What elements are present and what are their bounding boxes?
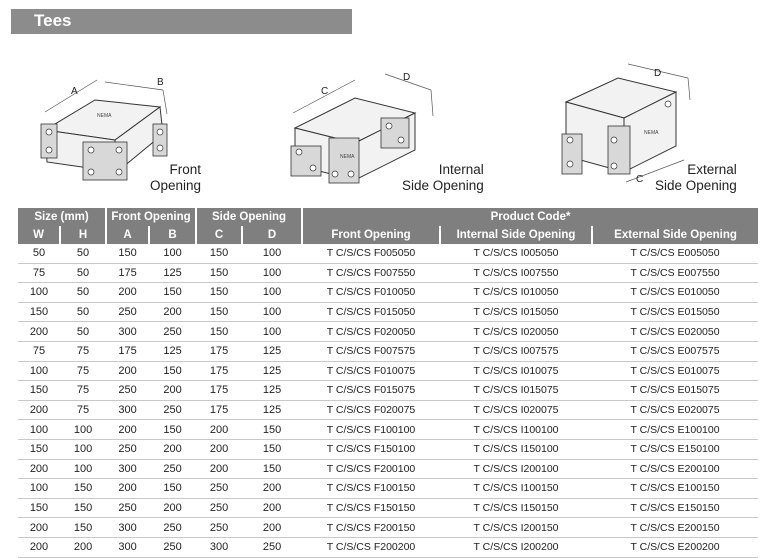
table-cell: 100	[18, 479, 60, 499]
table-cell: T C/S/CS I010050	[440, 283, 592, 303]
table-cell: 75	[60, 341, 106, 361]
table-cell: 300	[106, 322, 149, 342]
table-cell: 50	[60, 283, 106, 303]
table-cell: 150	[149, 420, 196, 440]
table-row	[18, 244, 758, 263]
caption-internal-side-opening: Internal Side Opening	[402, 162, 484, 193]
table-cell: 50	[60, 322, 106, 342]
table-cell: 300	[196, 537, 242, 557]
col-header-external-side-opening: External Side Opening	[592, 226, 758, 244]
table-cell: T C/S/CS F100100	[302, 420, 440, 440]
table-cell: 300	[106, 400, 149, 420]
table-row	[18, 439, 758, 459]
table-cell: 150	[196, 244, 242, 263]
table-cell: T C/S/CS F015075	[302, 381, 440, 401]
table-cell: 200	[196, 420, 242, 440]
group-header-product-code: Product Code*	[302, 208, 758, 226]
dim-label-d: D	[403, 72, 411, 83]
table-cell: 250	[149, 322, 196, 342]
table-cell: 200	[149, 498, 196, 518]
table-cell: 200	[18, 400, 60, 420]
table-cell: 250	[196, 518, 242, 538]
table-cell: 150	[106, 244, 149, 263]
table-cell: 200	[242, 518, 302, 538]
table-cell: 150	[18, 381, 60, 401]
section-title-bar	[11, 9, 352, 34]
table-cell: 150	[196, 263, 242, 283]
table-cell: 100	[60, 439, 106, 459]
nema-logo: NEMA	[340, 154, 355, 160]
table-cell: 100	[149, 244, 196, 263]
table-cell: 300	[106, 518, 149, 538]
dim-label-a: A	[71, 86, 78, 97]
table-cell: 200	[242, 498, 302, 518]
group-header-side-opening: Side Opening	[196, 208, 302, 226]
table-row	[18, 518, 758, 538]
table-cell: T C/S/CS I015050	[440, 302, 592, 322]
table-cell: T C/S/CS I005050	[440, 244, 592, 263]
table-cell: 250	[106, 381, 149, 401]
table-cell: T C/S/CS F015050	[302, 302, 440, 322]
table-row	[18, 498, 758, 518]
table-cell: 150	[196, 302, 242, 322]
table-cell: 50	[18, 244, 60, 263]
table-cell: T C/S/CS F150100	[302, 439, 440, 459]
col-header-b: B	[149, 226, 196, 244]
table-cell: T C/S/CS I100150	[440, 479, 592, 499]
table-cell: 100	[242, 263, 302, 283]
table-cell: T C/S/CS E007575	[592, 341, 758, 361]
table-cell: 200	[196, 439, 242, 459]
table-row	[18, 361, 758, 381]
table-row	[18, 302, 758, 322]
table-cell: 250	[149, 537, 196, 557]
table-cell: 200	[18, 537, 60, 557]
table-cell: T C/S/CS E200150	[592, 518, 758, 538]
table-cell: 250	[149, 400, 196, 420]
table-cell: 100	[242, 244, 302, 263]
table-cell: 100	[60, 420, 106, 440]
table-cell: T C/S/CS E010050	[592, 283, 758, 303]
table-cell: 125	[242, 400, 302, 420]
table-cell: 150	[196, 322, 242, 342]
table-cell: 300	[106, 459, 149, 479]
table-cell: T C/S/CS F010050	[302, 283, 440, 303]
table-cell: 150	[149, 479, 196, 499]
caption-front-opening: Front Opening	[150, 162, 202, 193]
table-row	[18, 263, 758, 283]
table-cell: T C/S/CS I020075	[440, 400, 592, 420]
table-cell: T C/S/CS F200200	[302, 537, 440, 557]
table-cell: T C/S/CS E100100	[592, 420, 758, 440]
table-cell: 200	[60, 537, 106, 557]
caption-external-side-opening: External Side Opening	[655, 162, 737, 193]
table-cell: 200	[149, 302, 196, 322]
table-cell: T C/S/CS F200150	[302, 518, 440, 538]
table-cell: 150	[242, 459, 302, 479]
table-cell: 100	[242, 302, 302, 322]
section-title: Tees	[34, 11, 72, 30]
table-cell: 50	[60, 244, 106, 263]
table-cell: 150	[60, 518, 106, 538]
table-cell: T C/S/CS I200150	[440, 518, 592, 538]
table-cell: T C/S/CS F200100	[302, 459, 440, 479]
table-cell: T C/S/CS E010075	[592, 361, 758, 381]
table-cell: 250	[106, 498, 149, 518]
table-cell: T C/S/CS E020050	[592, 322, 758, 342]
table-cell: 150	[60, 498, 106, 518]
table-cell: T C/S/CS E015075	[592, 381, 758, 401]
table-cell: T C/S/CS F010075	[302, 361, 440, 381]
tees-spec-table	[18, 208, 758, 558]
table-cell: T C/S/CS I200200	[440, 537, 592, 557]
table-cell: 75	[60, 381, 106, 401]
table-cell: 75	[60, 361, 106, 381]
table-cell: 175	[106, 341, 149, 361]
table-cell: T C/S/CS F005050	[302, 244, 440, 263]
table-cell: 50	[60, 263, 106, 283]
table-cell: 150	[196, 283, 242, 303]
table-row	[18, 381, 758, 401]
table-cell: 250	[149, 459, 196, 479]
table-cell: 150	[18, 439, 60, 459]
table-cell: T C/S/CS I015075	[440, 381, 592, 401]
table-cell: T C/S/CS I200100	[440, 459, 592, 479]
table-cell: T C/S/CS F020050	[302, 322, 440, 342]
table-cell: 150	[242, 439, 302, 459]
nema-logo: NEMA	[97, 113, 112, 119]
table-row	[18, 283, 758, 303]
col-header-c: C	[196, 226, 242, 244]
table-cell: T C/S/CS E007550	[592, 263, 758, 283]
table-cell: T C/S/CS F007550	[302, 263, 440, 283]
table-cell: 75	[18, 341, 60, 361]
table-cell: 200	[242, 479, 302, 499]
table-cell: 150	[18, 498, 60, 518]
table-cell: T C/S/CS I007575	[440, 341, 592, 361]
nema-logo: NEMA	[644, 130, 659, 136]
table-cell: 200	[149, 439, 196, 459]
table-row	[18, 341, 758, 361]
table-cell: T C/S/CS E005050	[592, 244, 758, 263]
table-cell: 175	[106, 263, 149, 283]
table-cell: 175	[196, 361, 242, 381]
col-header-h: H	[60, 226, 106, 244]
table-cell: 175	[196, 381, 242, 401]
table-cell: 150	[18, 302, 60, 322]
table-cell: 200	[106, 420, 149, 440]
table-cell: T C/S/CS I100100	[440, 420, 592, 440]
table-cell: 100	[242, 283, 302, 303]
table-cell: 125	[149, 341, 196, 361]
table-cell: 250	[196, 479, 242, 499]
table-cell: 200	[149, 381, 196, 401]
table-cell: 150	[242, 420, 302, 440]
table-cell: 150	[149, 283, 196, 303]
col-header-w: W	[18, 226, 60, 244]
column-header-row	[18, 226, 758, 244]
table-cell: 100	[60, 459, 106, 479]
table-cell: T C/S/CS E200100	[592, 459, 758, 479]
table-row	[18, 400, 758, 420]
table-cell: T C/S/CS I010075	[440, 361, 592, 381]
col-header-internal-side-opening: Internal Side Opening	[440, 226, 592, 244]
table-cell: T C/S/CS E150100	[592, 439, 758, 459]
table-cell: T C/S/CS F020075	[302, 400, 440, 420]
table-cell: T C/S/CS E200200	[592, 537, 758, 557]
table-cell: 200	[18, 322, 60, 342]
table-cell: 125	[242, 361, 302, 381]
table-cell: 200	[106, 361, 149, 381]
table-cell: 200	[18, 518, 60, 538]
table-cell: 150	[149, 361, 196, 381]
table-cell: 250	[106, 302, 149, 322]
table-cell: 100	[18, 420, 60, 440]
dim-label-c: C	[321, 86, 329, 97]
table-cell: T C/S/CS I150100	[440, 439, 592, 459]
table-cell: T C/S/CS E100150	[592, 479, 758, 499]
dim-label-c: C	[636, 174, 644, 185]
table-row	[18, 322, 758, 342]
dim-label-b: B	[157, 77, 164, 88]
table-cell: 175	[196, 341, 242, 361]
table-cell: T C/S/CS I007550	[440, 263, 592, 283]
table-cell: 125	[242, 381, 302, 401]
table-cell: 300	[106, 537, 149, 557]
group-header-front-opening: Front Opening	[106, 208, 196, 226]
col-header-front-opening: Front Opening	[302, 226, 440, 244]
dim-label-d: D	[654, 68, 662, 79]
table-cell: 50	[60, 302, 106, 322]
table-cell: 200	[106, 283, 149, 303]
table-cell: T C/S/CS F100150	[302, 479, 440, 499]
table-cell: 100	[18, 283, 60, 303]
group-header-size: Size (mm)	[18, 208, 106, 226]
table-cell: 100	[18, 361, 60, 381]
table-cell: T C/S/CS I020050	[440, 322, 592, 342]
table-cell: 250	[242, 537, 302, 557]
table-cell: 125	[149, 263, 196, 283]
table-cell: 200	[196, 459, 242, 479]
table-row	[18, 420, 758, 440]
table-cell: 100	[242, 322, 302, 342]
table-cell: 250	[196, 498, 242, 518]
table-cell: 175	[196, 400, 242, 420]
table-cell: 125	[242, 341, 302, 361]
table-cell: T C/S/CS F007575	[302, 341, 440, 361]
col-header-a: A	[106, 226, 149, 244]
table-cell: T C/S/CS E020075	[592, 400, 758, 420]
group-header-row	[18, 208, 758, 226]
table-cell: 75	[60, 400, 106, 420]
table-cell: T C/S/CS I150150	[440, 498, 592, 518]
table-cell: 250	[106, 439, 149, 459]
table-row	[18, 459, 758, 479]
table-cell: 75	[18, 263, 60, 283]
table-cell: 200	[106, 479, 149, 499]
table-cell: T C/S/CS E150150	[592, 498, 758, 518]
table-cell: T C/S/CS F150150	[302, 498, 440, 518]
table-cell: 200	[18, 459, 60, 479]
col-header-d: D	[242, 226, 302, 244]
table-cell: 150	[60, 479, 106, 499]
table-row	[18, 479, 758, 499]
table-cell: T C/S/CS E015050	[592, 302, 758, 322]
table-cell: 250	[149, 518, 196, 538]
table-row	[18, 537, 758, 557]
